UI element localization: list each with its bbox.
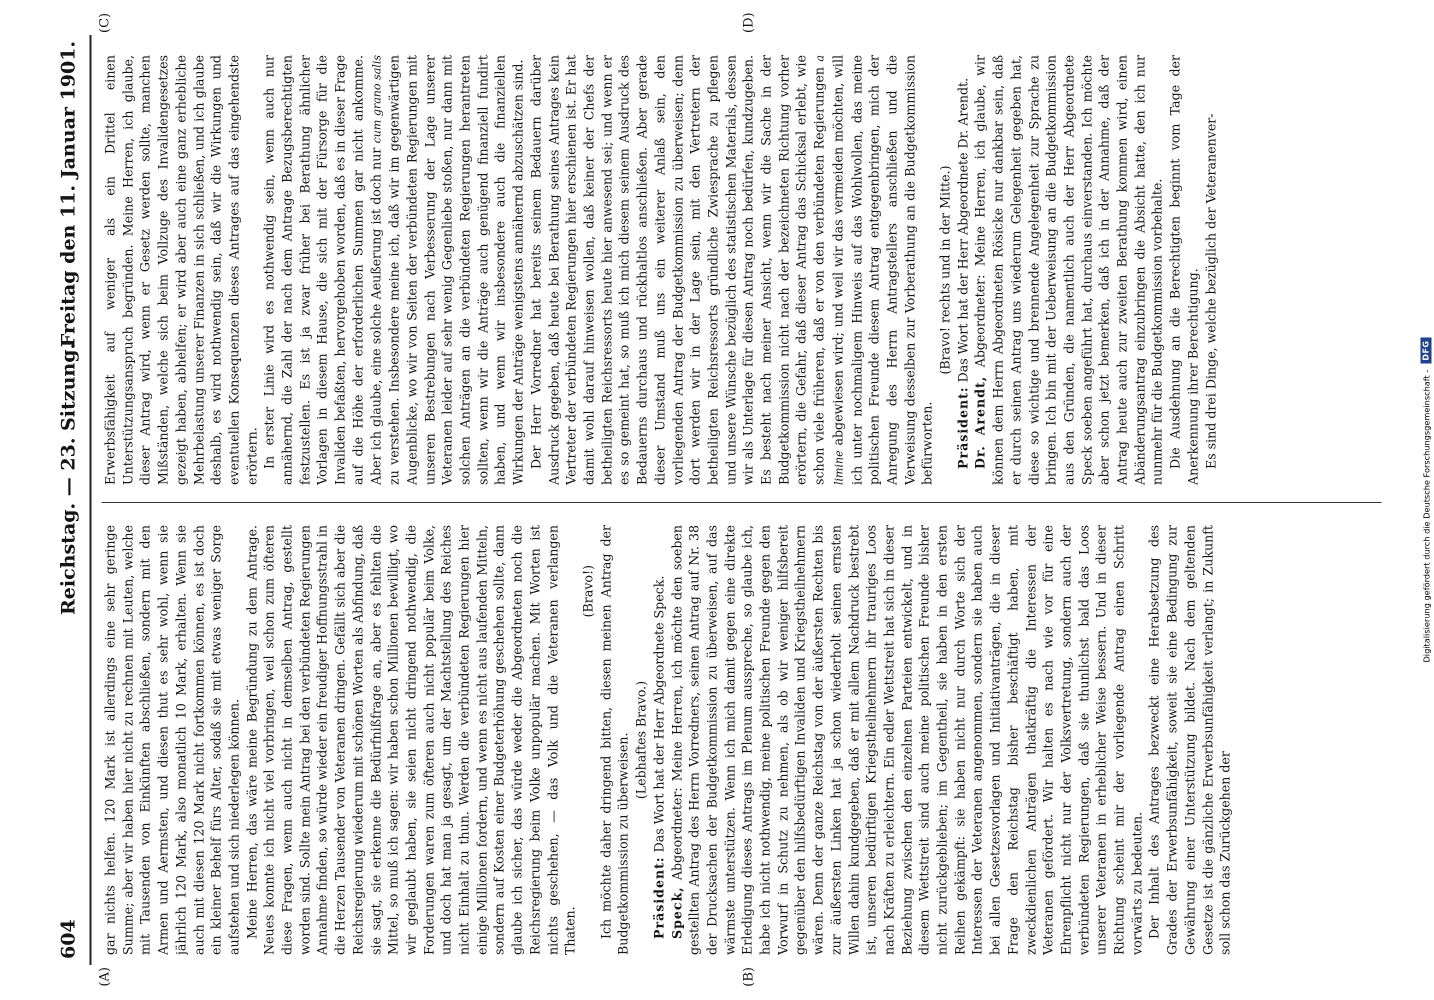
right-interjection-bravo: (Bravo! rechts und in der Mitte.) [937,165,953,375]
right-column [102,55,1382,485]
president-statement-2: Das Wort hat der Herr Abgeordnete Dr. Arendt. [955,77,971,383]
right-arendt-speech [972,55,1167,485]
left-interjection-applause: (Lebhaftes Bravo.) [633,680,649,800]
margin-marker-a: (A) [97,967,113,987]
session-date: Freitag den 11. Januar 1901. [57,41,80,348]
left-paragraph-1: gar nichts helfen. 120 Mark ist allerdings eine sehr geringe Summe; aber wir haben hier nicht zu rechnen mit Leuten, welche mit Tausenden von Einkünften abschließen, sondern mit den Armen und Aermsten, und diesen thut es sehr wohl, wenn sie jährlich 120 Mark, also monatlich 10 Mark, erhalten. Wenn sie auch mit diesen 120 Mark nicht fortkommen können, es ist doch ein kleiner Behelf fürs Alter, sodaß sie mit etwas weniger Sorge aufstehen und sich niederlegen können. [102,525,242,955]
speck-statement: Abgeordneter: Meine Herren, ich möchte den soeben gestellten Antrag des Herrn Vorredners, seinen Antrag auf Nr. 38 der Drucksachen der Budgetkommission zu überweisen, auf das wärmste unterstützen. Wenn ich mich damit gegen eine direkte Erledigung dieses Antrags im Plenum ausspreche, so glaube ich, habe ich nicht nothwendig, meine politischen Freunde gegen den Vorwurf in Schutz zu nehmen, als ob wir weniger hilfsbereit gegenüber den hilfsbedürftigen Invaliden und Kriegstheilnehmern wären. Denn der ganze Reichstag von der äußersten Rechten bis zur äußersten Linken hat ja schon wiederholt seinen ernsten Willen dahin kundgegeben, daß er mit allem Nachdruck bestrebt ist, unseren bedürftigen Kriegstheilnehmern ihr trauriges Loos nach Kräften zu erleichtern. Ein edler Wettstreit hat sich in dieser Beziehung zwischen den einzelnen Parteien entwickelt, und in diesem Wettstreit sind auch meine politischen Freunde bisher nicht zurückgeblieben; im Gegentheil, sie haben in den ersten Reihen gekämpft: sie haben nicht nur durch Worte sich der Interessen der Veteranen angenommen, sondern sie haben auch bei allen Gesetzesvorlagen und Initiativanträgen, die in dieser Frage den Reichstag bisher beschäftigt haben, mit zweckdienlichen Anträgen thatkräftig die Interessen der Veteranen gefördert. Wir halten es nach wie vor für eine Ehrenpflicht nicht nur der Volksvertretung, sondern auch der verbündeten Regierungen, daß sie thunlichst bald das Loos unserer Veteranen in erheblicher Weise bessern. Und in dieser Richtung scheint mir der vorliegende Antrag einen Schritt vorwärts zu bedeuten. [669,525,1145,955]
left-president-line [650,525,668,955]
right-paragraph-2b: zu verstehen. Insbesondere meine ich, daß wir im gegenwärtigen Augenblicke, wo wir von Seiten der verbündeten Regierungen mit unseren Bestrebungen nach Verbesserung der Lage unserer Veteranen leider auf sehr wenig Gegenliebe stoßen, nur dann mit solchen Anträgen an die verbündeten Regierungen herantreten sollten, wenn wir die Anträge auch genügend finanziell fundirt haben, und wenn wir insbesondere auch die finanziellen Wirkungen der Anträge wenigstens annähernd abzuschätzen sind. [386,55,526,485]
dfg-logo: DFG [1421,338,1432,364]
right-paragraph-1: Erwerbsfähigkeit auf weniger als ein Drittel einen Unterstützungsanspruch begründen. Meine Herren, ich glaube, dieser Antrag wird, wenn er Gesetz werden sollte, manchen Mißständen, welche sich beim Vollzuge des Invalidengesetzes gezeigt haben, abhelfen; er wird aber auch eine ganz erhebliche Mehrbelastung unserer Finanzen in sich schließen, und ich glaube deshalb, es wird nothwendig sein, daß wir die Wirkungen und eventuellen Konsequenzen dieses Antrages auf das eingehendste erörtern. [102,55,260,485]
latin-phrase-limine: a limine [813,55,846,485]
speaker-president-2: Präsident: [955,386,971,469]
right-paragraph-5: Es sind drei Dinge, welche bezüglich der Veteranenver- [1203,113,1219,469]
speaker-speck: Speck, [669,886,684,939]
margin-marker-d: (D) [741,12,757,33]
left-paragraph-4: Der Inhalt des Antrages bezweckt eine Herabsetzung des Grades der Erwerbsunfähigkeit, soweit sie eine Bedingung zur Gewährung einer Unterstützung bildet. Nach dem geltenden Gesetze ist die gänzliche Erwerbsunfähigkeit verlangt; in Zukunft soll schon das Zurückgehen der [1146,525,1233,955]
left-interjection-bravo: (Bravo!) [580,565,596,618]
speaker-president: Präsident: [651,856,667,939]
right-paragraph-2a: In erster Linie wird es nothwendig sein, wenn auch nur annähernd, die Zahl der nach dem Antrage Bezugsberechtigten festzustellen. Es ist ja zwar früher bei Berathung ähnlicher Vorlagen in diesem Hause, die sich mit der Fürsorge für die Invaliden befaßten, hervorgehoben worden, daß es in dieser Frage auf die Höhe der erforderlichen Summen gar nicht ankomme. Aber ich glaube, eine solche Aeußerung ist doch nur [261,55,384,485]
running-head [50,35,92,965]
right-paragraph-3a: Der Herr Vorredner hat bereits seinem Bedauern darüber Ausdruck gegeben, daß heute bei Berathung seines Antrages kein Vertreter der verbündeten Regierungen hier erschienen ist. Er hat damit wohl darauf hinweisen wollen, daß keiner der Chefs der betheiligten Reichsressorts heute hier anwesend sei; und wenn er es so gemeint hat, so muß ich mich diesem seinem Ausdruck des Bedauerns durchaus und rückhaltlos anschließen. Aber gerade dieser Umstand muß uns ein weiterer Anlaß sein, den vorliegenden Antrag der Budgetkommission zu überweisen; denn dort werden wir in der Lage sein, mit den Vertretern der betheiligten Reichsressorts gründliche Zwiesprache zu pflegen und unsere Wünsche bezüglich des statistischen Materials, dessen wir als Unterlage für diesen Antrag noch bedürfen, kundzugeben. Es besteht nach meiner Ansicht, wenn wir die Sache in der Budgetkommission nicht nach der bezeichneten Richtung vorher erörtern, die Gefahr, daß dieser Antrag das Schicksal erlebt, wie schon viele früheren, daß er von den verbündeten Regierungen [528,55,827,485]
latin-phrase-grano: cum grano salis [370,55,384,144]
left-speck-speech [668,525,1146,955]
left-paragraph-2: Meine Herren, das wäre meine Begründung zu dem Antrage. Neues konnte ich nicht viel vorbringen, weil schon zum öfteren diese Fragen, wenn auch nicht in demselben Antrag, gestellt worden sind. Sollte mein Antrag bei den verbündeten Regierungen Annahme finden, so würde wieder ein freudiger Hoffnungsstrahl in die Herzen Tausender von Veteranen dringen. Gefällt sich aber die Reichsregierung wiederum mit schönen Worten als Abfindung, daß sie sagt, sie erkenne die Bedürfnißfrage an, aber es fehlten die Mittel, so muß ich sagen: wir haben schon Millionen bewilligt, wo wir geglaubt haben, sie seien nicht dringend nothwendig, die Forderungen waren zum öfteren auch nicht populär beim Volke, und doch hat man ja gesagt, um der Machtstellung des Reiches nicht Einhalt zu thun. Werden die verbündeten Regierungen hier einige Millionen fordern, und wenn es nicht aus laufenden Mitteln, sondern auf Kosten einer Budgeterhöhung geschehen sollte, dann glaube ich sicher, das würde weder die Abgeordneten noch die Reichsregierung beim Volke unpopulär machen. Mit Worten ist nichts geschehen, — das Volk und die Veteranen verlangen Thaten. [244,525,578,955]
credit-text: Digitalisierung gefördert durch die Deutsche Forschungsgemeinschaft - [1421,369,1431,663]
page-number: 604 [57,919,80,959]
right-paragraph-3 [527,55,936,485]
arendt-statement: Abgeordneter: Meine Herren, ich glaube, wir können dem Herrn Abgeordneten Rösicke nur dankbar sein, daß er durch seinen Antrag uns wiederum Gelegenheit gegeben hat, diese so wichtige und brennende Angelegenheit zur Sprache zu bringen. Ich bin mit der Ueberweisung an die Budgetkommission aus den Gründen, die namentlich auch der Herr Abgeordnete Speck soeben angeführt hat, durchaus einverstanden. Ich möchte aber schon jetzt bemerken, daß ich in der Annahme, daß der Antrag heute auch zur zweiten Berathung kommen wird, einen Abänderungsantrag einzubringen die Absicht hatte, den ich nur nunmehr für die Budgetkommission vorbehalte. [972,55,1165,485]
margin-marker-c: (C) [97,12,113,33]
right-paragraph-2 [261,55,528,485]
right-president-line [954,55,972,485]
left-column [102,525,1382,955]
right-paragraph-3b: abgewiesen wird; und weil wir das vermeiden möchten, will ich unter nochmaligem Hinweis auf das Wohlwollen, das meine politischen Freunde diesem Antrag entgegenbringen, mich der Anregung des Herrn Antragstellers anschließen und die Verweisung desselben zur Vorberathung an die Budgetkommission befürworten. [830,55,935,485]
left-paragraph-3: Ich möchte daher dringend bitten, diesen meinen Antrag der Budgetkommission zu überweisen. [598,525,631,955]
president-statement: Das Wort hat der Herr Abgeordnete Speck. [651,575,667,853]
right-paragraph-4: Die Ausdehnung an die Berechtigten beginnt vom Tage der Anerkennung ihrer Berechtigung. [1167,55,1201,485]
digitization-credit [1418,10,1434,990]
text-columns [97,12,1382,987]
session-title: Reichstag. — 23. Sitzung. [57,342,80,615]
rotated-page-content [50,12,1385,987]
margin-marker-b: (B) [741,967,757,987]
column-divider [102,502,1382,503]
speaker-arendt: Dr. Arendt, [972,375,988,469]
